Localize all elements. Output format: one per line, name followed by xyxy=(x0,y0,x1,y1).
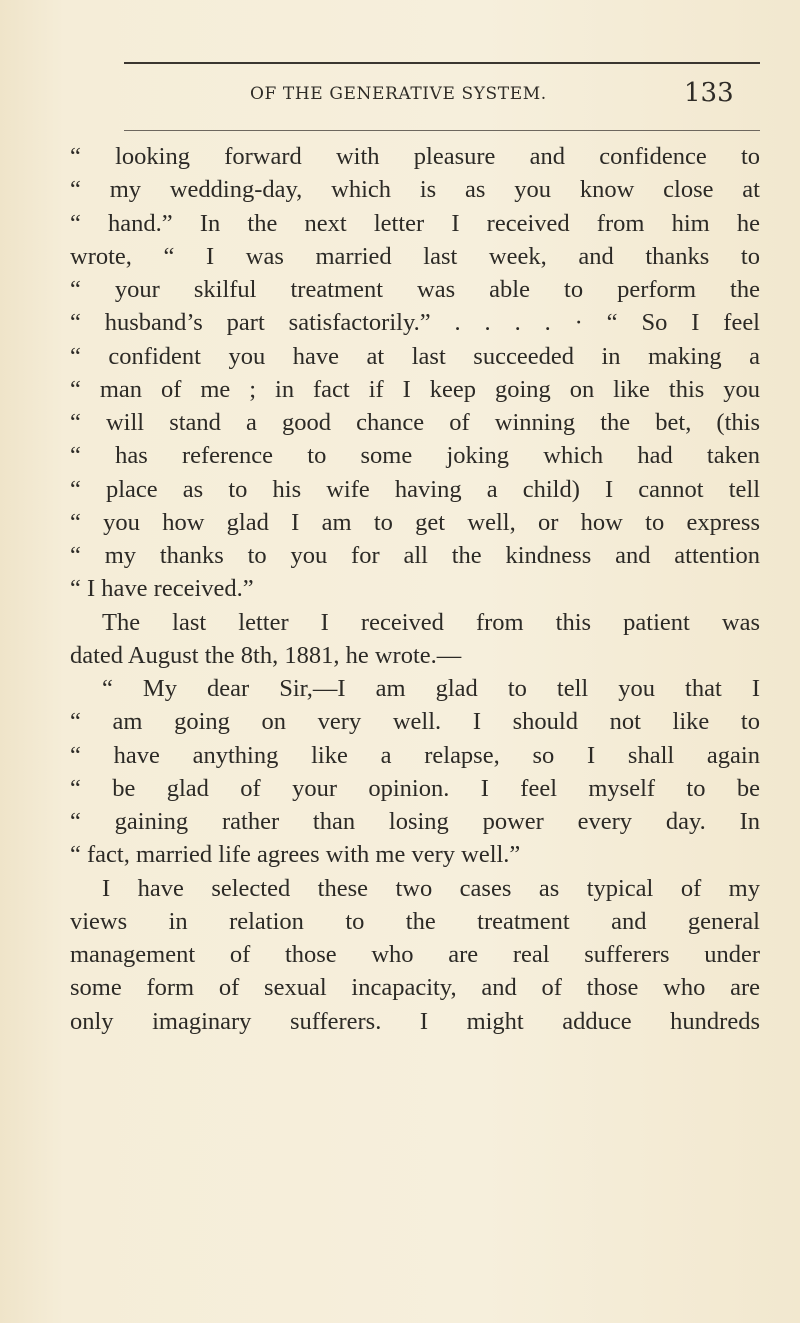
page-header xyxy=(0,68,800,118)
text-line: wrote, “ I was married last week, and thanks to xyxy=(70,242,760,270)
text-line: “ confident you have at last succeeded in making a xyxy=(70,342,760,370)
running-head: OF THE GENERATIVE SYSTEM. xyxy=(250,84,547,104)
text-line: “ will stand a good chance of winning the bet, (this xyxy=(70,409,760,436)
text-line: “ hand.” In the next letter I received from him he xyxy=(70,209,760,237)
paragraph-first-line: I have selected these two cases as typical of my xyxy=(102,874,760,902)
text-line: “ am going on very well. I should not like to xyxy=(70,708,760,736)
top-border-rule xyxy=(124,62,760,64)
text-line: “ has reference to some joking which had taken xyxy=(70,442,760,470)
text-line: “ I have received.” xyxy=(70,575,254,603)
text-line: “ man of me ; in fact if I keep going on like this you xyxy=(70,375,760,403)
text-line: “ my wedding-day, which is as you know close at xyxy=(70,176,760,204)
text-line: “ fact, married life agrees with me very well.” xyxy=(70,841,521,869)
text-line: only imaginary sufferers. I might adduce hundreds xyxy=(70,1007,760,1035)
text-line: “ you how glad I am to get well, or how to express xyxy=(70,508,760,536)
body-text xyxy=(70,140,760,1038)
text-line: “ looking forward with pleasure and confidence to xyxy=(70,143,760,170)
text-line: some form of sexual incapacity, and of those who are xyxy=(70,974,760,1002)
text-line: dated August the 8th, 1881, he wrote.— xyxy=(70,641,462,669)
text-line: “ be glad of your opinion. I feel myself to be xyxy=(70,774,760,802)
text-line: “ have anything like a relapse, so I shall again xyxy=(70,741,760,769)
text-line: “ place as to his wife having a child) I cannot tell xyxy=(70,475,760,503)
text-line: “ my thanks to you for all the kindness and attention xyxy=(70,542,760,569)
letter-salutation-line: “ My dear Sir,—I am glad to tell you that I xyxy=(102,675,760,702)
paragraph-first-line: The last letter I received from this patient was xyxy=(102,608,760,636)
text-line: “ husband’s part satisfactorily.” . . . . · “ So I feel xyxy=(70,309,760,337)
text-line: “ your skilful treatment was able to perform the xyxy=(70,276,760,303)
text-line: management of those who are real sufferers under xyxy=(70,941,760,968)
text-line: “ gaining rather than losing power every day. In xyxy=(70,808,760,835)
text-line: views in relation to the treatment and general xyxy=(70,907,760,935)
page-number: 133 xyxy=(684,78,734,108)
header-rule xyxy=(124,130,760,131)
